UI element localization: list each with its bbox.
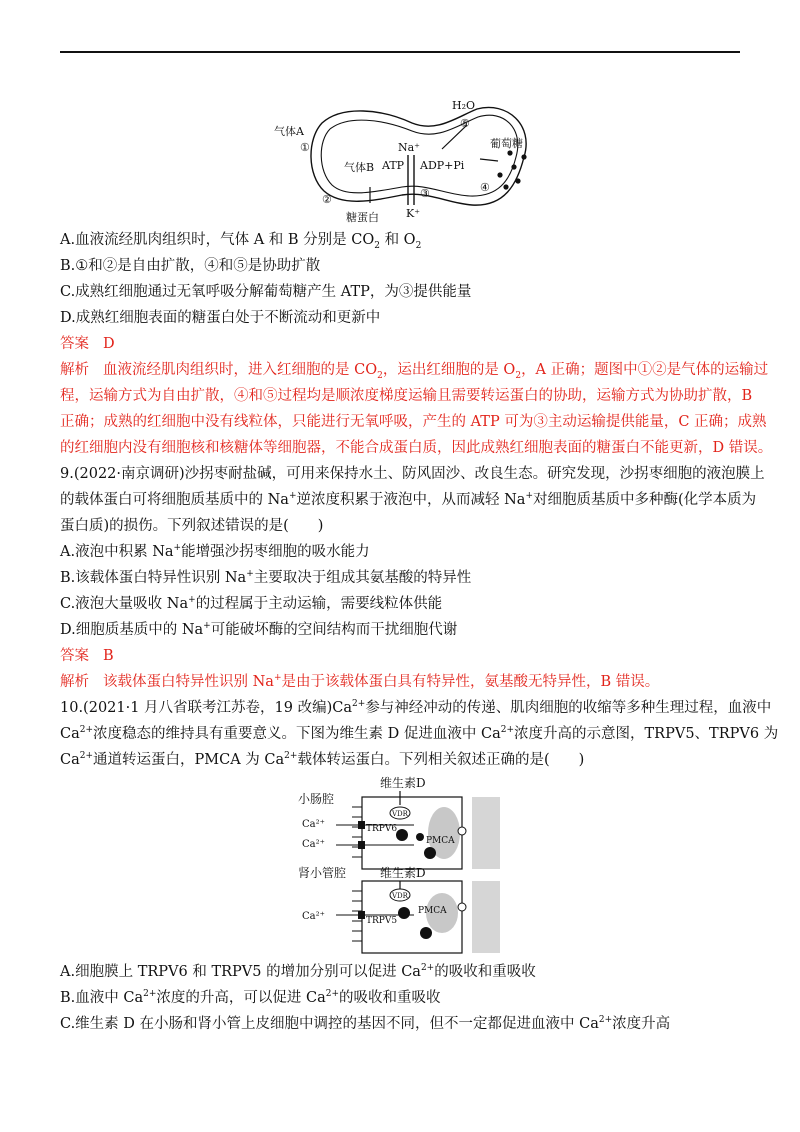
q9-stem-line-1: 9.(2022·南京调研)沙拐枣耐盐碱，可用来保持水土、防风固沙、改良生态。研究发现，沙拐枣细胞的液泡膜上 [60,466,765,482]
label-glycoprotein: 糖蛋白 [346,211,379,224]
glucose-arrow [480,159,498,161]
q9-stem-line-3: 蛋白质)的损伤。下列叙述错误的是( ) [60,518,324,534]
glucose-dot [515,178,520,183]
q9-answer: 答案 B [60,648,114,664]
trpv5-channel [358,911,365,919]
q8-analysis-line-4: 的红细胞内没有细胞核和核糖体等细胞器，不能合成蛋白质，因此成熟红细胞表面的糖蛋白不能更新，D 错误。 [60,440,773,456]
blood-vessel-upper [472,797,500,869]
label-pmca-lower: PMCA [418,906,447,916]
q8-answer: 答案 D [60,336,115,352]
q8-option-b: B.①和②是自由扩散，④和⑤是协助扩散 [60,258,321,274]
label-circle-3: ③ [420,187,430,200]
label-vitamin-d-upper: 维生素D [380,776,426,790]
label-vdr-lower: VDR [392,892,408,900]
q9-option-b: B.该载体蛋白特异性识别 Na+主要取决于组成其氨基酸的特异性 [60,569,472,586]
label-h2o: H₂O [452,99,476,112]
label-na: Na⁺ [398,141,420,154]
label-circle-4: ④ [480,181,490,194]
q8-analysis-line-2: 程，运输方式为自由扩散，④和⑤过程均是顺浓度梯度运输且需要转运蛋白的协助，运输方式为协助扩散，B [60,388,753,404]
label-circle-1: ① [300,141,310,154]
calbindin-upper-1 [396,829,408,841]
glucose-dot [521,154,526,159]
label-circle-5: ⑤ [460,117,470,130]
q9-analysis: 解析 该载体蛋白特异性识别 Na+是由于该载体蛋白具有特异性，氨基酸无特异性，B 错误。 [60,673,660,690]
glucose-dot [511,164,516,169]
calbindin-lower-2 [420,927,432,939]
q8-option-c: C.成熟红细胞通过无氧呼吸分解葡萄糖产生 ATP，为③提供能量 [60,284,472,300]
q10-option-a: A.细胞膜上 TRPV6 和 TRPV5 的增加分别可以促进 $Ca^{2+}$的吸收和重吸收 [60,963,536,980]
label-ca-lower: Ca²⁺ [302,911,325,922]
label-pmca-upper: PMCA [426,836,455,846]
glucose-dot [507,150,512,155]
q9-option-c: C.液泡大量吸收 Na+的过程属于主动运输，需要线粒体供能 [60,595,443,612]
vitamin-d-calcium-diagram [296,773,508,958]
label-trpv5: TRPV5 [366,916,398,926]
blood-vessel-lower [472,881,500,953]
q10-stem-line-1: 10.(2021·1 月八省联考江苏卷，19 改编)$Ca^{2+}$参与神经冲动的传递、肌肉细胞的收缩等多种生理过程，血液中 [60,699,772,716]
q8-option-d: D.成熟红细胞表面的糖蛋白处于不断流动和更新中 [60,310,381,326]
label-atp: ATP [382,159,405,172]
q9-stem-line-2: 的载体蛋白可将细胞质基质中的 Na+逆浓度积累于液泡中，从而减轻 Na+对细胞质基质中多种酶(化学本质为 [60,491,757,508]
label-intestinal-lumen: 小肠腔 [298,792,335,806]
label-vitamin-d-lower: 维生素D [380,866,426,880]
label-adp-pi: ADP+Pi [420,159,465,172]
q9-option-a: A.液泡中积累 Na+能增强沙拐枣细胞的吸水能力 [60,543,370,560]
microvilli-upper [352,807,362,857]
label-ca-upper-1: Ca²⁺ [302,819,325,830]
label-circle-2: ② [322,193,332,206]
header-rule [60,51,740,53]
label-trpv6: TRPV6 [366,824,398,834]
pmca-pump-upper [458,827,466,835]
rbc-transport-diagram [262,95,572,227]
label-glucose: 葡萄糖 [490,137,523,150]
q9-option-d: D.细胞质基质中的 Na+可能破坏酶的空间结构而干扰细胞代谢 [60,621,458,638]
glucose-dot [503,184,508,189]
label-gas-b: 气体B [344,161,375,174]
label-gas-a: 气体A [274,125,304,138]
trpv6-channel-2 [358,841,365,849]
q10-stem-line-2: $Ca^{2+}$浓度稳态的维持具有重要意义。下图为维生素 D 促进血液中 $Ca^{2+}$浓度升高的示意图，TRPV5、TRPV6 为 [60,725,779,742]
q8-analysis-line-3: 正确；成熟的红细胞中没有线粒体，只能进行无氧呼吸，产生的 ATP 可为③主动运输提供能量，C 正确；成熟 [60,414,767,430]
calbindin-lower-1 [398,907,410,919]
label-vdr-upper: VDR [392,810,408,818]
label-ca-upper-2: Ca²⁺ [302,839,325,850]
glucose-dot [497,172,502,177]
label-renal-lumen: 肾小管腔 [298,866,347,880]
q10-option-c: C.维生素 D 在小肠和肾小管上皮细胞中调控的基因不同，但不一定都促进血液中 $Ca^{2+}$浓度升高 [60,1015,671,1032]
q10-option-b: B.血液中 $Ca^{2+}$浓度的升高，可以促进 $Ca^{2+}$的吸收和重吸收 [60,989,441,1006]
label-k: K⁺ [406,207,421,220]
q10-stem-line-3: $Ca^{2+}$通道转运蛋白，PMCA 为 $Ca^{2+}$载体转运蛋白。下列相关叙述正确的是( ) [60,751,585,768]
q8-option-a: A.血液流经肌肉组织时，气体 A 和 B 分别是 $CO_2$ 和 $O_2$ [60,232,422,251]
q8-analysis-line-1: 解析 血液流经肌肉组织时，进入红细胞的是 $CO_2$，运出红细胞的是 $O_2$，A 正确；题图中①②是气体的运输过 [60,362,769,381]
calbindin-upper-3 [424,847,436,859]
calbindin-upper-2 [416,833,424,841]
trpv6-channel-1 [358,821,365,829]
pmca-pump-lower [458,903,466,911]
